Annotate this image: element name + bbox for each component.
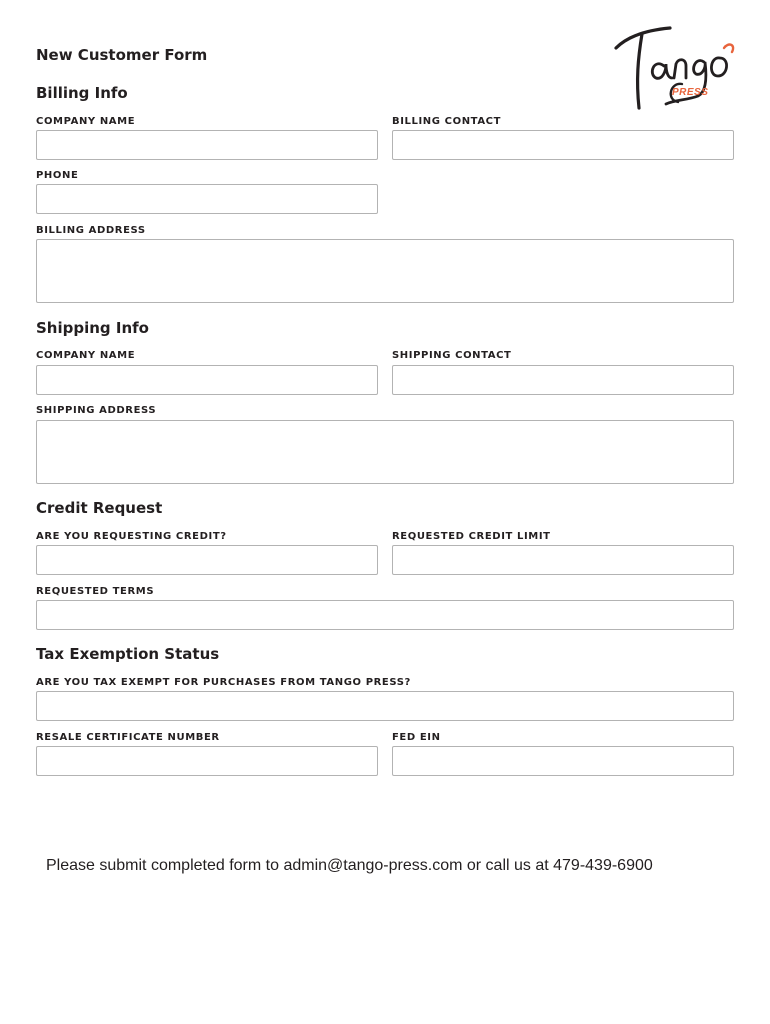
requesting-credit-label: ARE YOU REQUESTING CREDIT?: [36, 531, 227, 542]
credit-limit-label: REQUESTED CREDIT LIMIT: [392, 531, 551, 542]
shipping-company-name-label: COMPANY NAME: [36, 350, 136, 361]
billing-contact-label: BILLING CONTACT: [392, 116, 502, 127]
billing-address-field[interactable]: [36, 239, 734, 303]
resale-certificate-label: RESALE CERTIFICATE NUMBER: [36, 732, 220, 743]
fed-ein-label: FED EIN: [392, 732, 441, 743]
shipping-address-field[interactable]: [36, 420, 734, 484]
tax-exempt-label: ARE YOU TAX EXEMPT FOR PURCHASES FROM TANGO PRESS?: [36, 677, 411, 688]
phone-label: PHONE: [36, 170, 79, 181]
billing-section-title: Billing Info: [36, 84, 128, 102]
form-title: New Customer Form: [36, 46, 208, 64]
shipping-company-name-field[interactable]: [36, 365, 378, 395]
tax-section-title: Tax Exemption Status: [36, 645, 220, 663]
shipping-section-title: Shipping Info: [36, 319, 149, 337]
tango-press-logo: [608, 18, 738, 114]
billing-company-name-label: COMPANY NAME: [36, 116, 136, 127]
phone-field[interactable]: [36, 184, 378, 214]
billing-company-name-field[interactable]: [36, 130, 378, 160]
fed-ein-field[interactable]: [392, 746, 734, 776]
resale-certificate-field[interactable]: [36, 746, 378, 776]
shipping-contact-field[interactable]: [392, 365, 734, 395]
requested-terms-field[interactable]: [36, 600, 734, 630]
shipping-contact-label: SHIPPING CONTACT: [392, 350, 512, 361]
submission-note: Please submit completed form to admin@tango-press.com or call us at 479-439-6900: [46, 857, 653, 874]
shipping-address-label: SHIPPING ADDRESS: [36, 405, 157, 416]
billing-contact-field[interactable]: [392, 130, 734, 160]
logo-press-text: PRESS: [672, 87, 709, 98]
credit-limit-field[interactable]: [392, 545, 734, 575]
credit-section-title: Credit Request: [36, 499, 163, 517]
requested-terms-label: REQUESTED TERMS: [36, 586, 155, 597]
tax-exempt-field[interactable]: [36, 691, 734, 721]
requesting-credit-field[interactable]: [36, 545, 378, 575]
billing-address-label: BILLING ADDRESS: [36, 225, 146, 236]
